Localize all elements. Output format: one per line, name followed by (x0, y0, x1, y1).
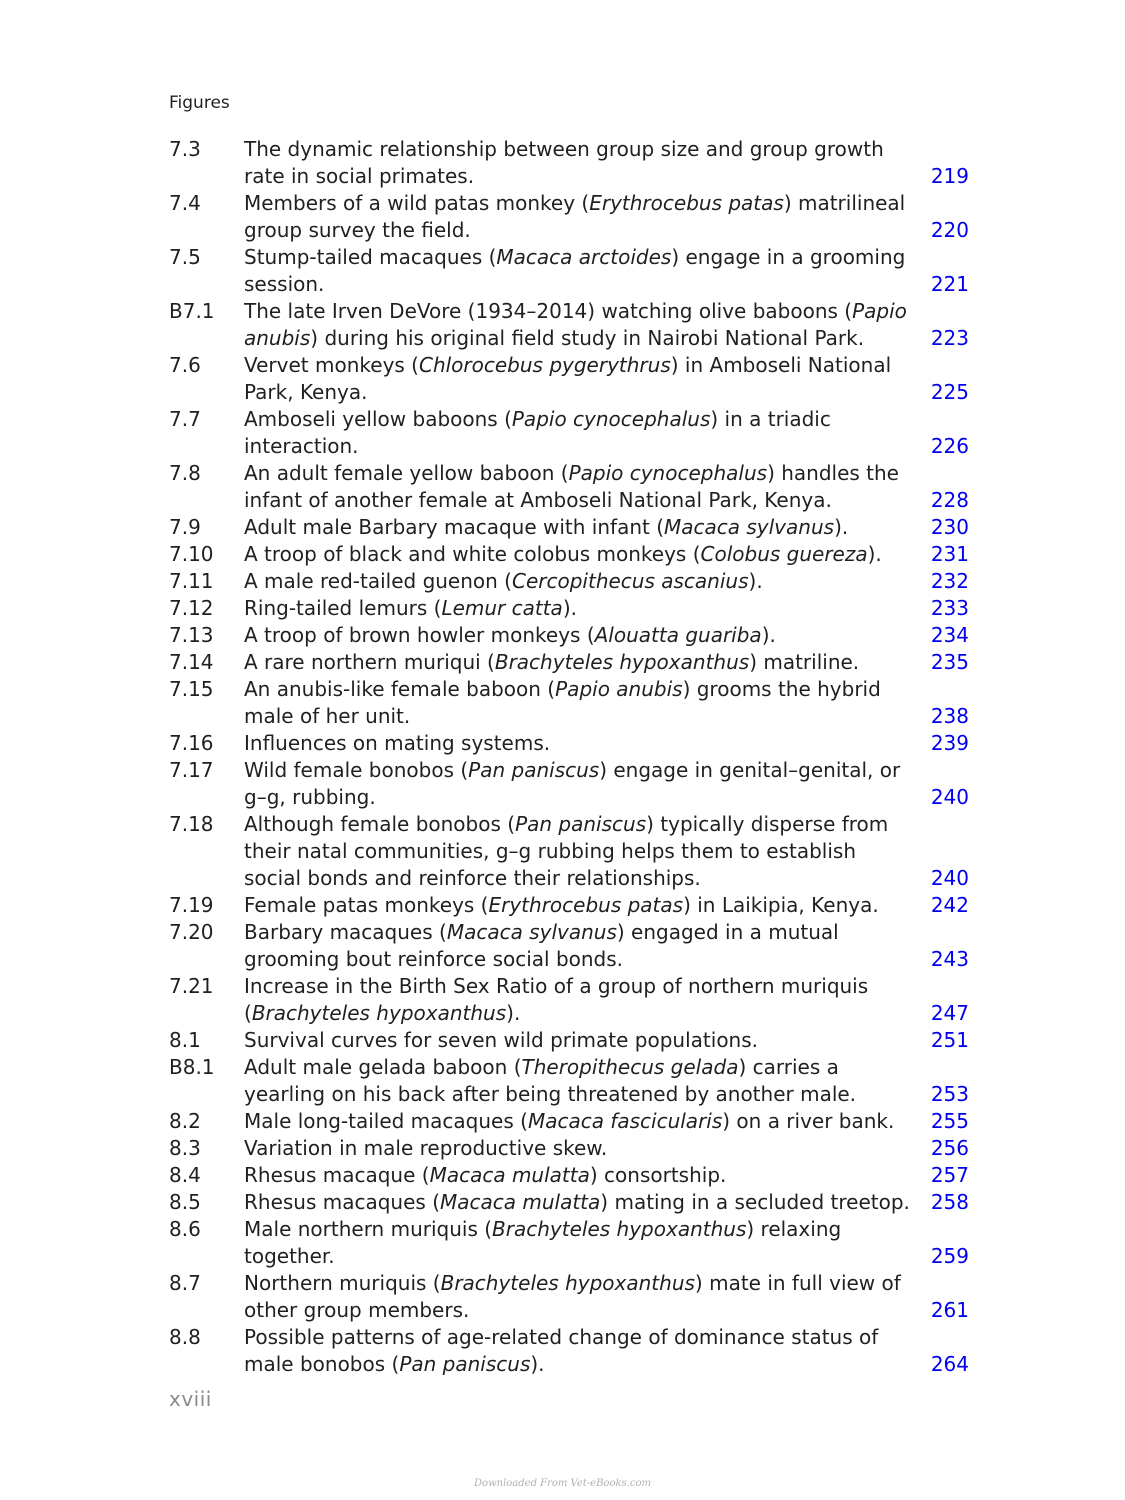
page-link[interactable]: 220 (930, 218, 969, 242)
page-link[interactable]: 234 (930, 623, 969, 647)
species-name: Alouatta guariba (594, 623, 762, 647)
figure-caption (244, 1189, 916, 1216)
caption-text: Rhesus macaque ( (244, 1163, 430, 1187)
figure-number: B8.1 (169, 1055, 215, 1079)
page-link[interactable]: 239 (930, 731, 969, 755)
species-name: Pan paniscus (399, 1352, 531, 1376)
caption-text: ). (748, 569, 763, 593)
page-number: xviii (169, 1387, 212, 1411)
figure-caption (244, 595, 916, 622)
caption-text: ). (562, 596, 577, 620)
page-link[interactable]: 228 (930, 488, 969, 512)
figure-caption (244, 622, 916, 649)
figure-caption (244, 1324, 916, 1378)
page-link[interactable]: 255 (930, 1109, 969, 1133)
species-name: Pan paniscus (515, 812, 647, 836)
species-name: Lemur catta (441, 596, 563, 620)
species-name: Colobus guereza (700, 542, 868, 566)
page-link[interactable]: 251 (930, 1028, 969, 1052)
figure-number: 8.3 (169, 1136, 201, 1160)
species-name: Brachyteles hypoxanthus (251, 1001, 507, 1025)
figure-entry (169, 1108, 969, 1135)
species-name: Macaca mulatta (429, 1163, 590, 1187)
figure-entry (169, 973, 969, 1027)
figure-caption (244, 811, 916, 892)
figure-entry (169, 460, 969, 514)
figure-number: 7.3 (169, 137, 201, 161)
figure-number: 7.17 (169, 758, 214, 782)
figure-number: 7.20 (169, 920, 214, 944)
caption-text: A rare northern muriqui ( (244, 650, 495, 674)
species-name: Macaca fascicularis (527, 1109, 723, 1133)
figure-caption (244, 1216, 916, 1270)
figure-number: 8.1 (169, 1028, 201, 1052)
figure-caption (244, 649, 916, 676)
page-link[interactable]: 259 (930, 1244, 969, 1268)
page-link[interactable]: 242 (930, 893, 969, 917)
figure-caption (244, 1135, 916, 1162)
caption-text: The late Irven DeVore (1934–2014) watching olive baboons ( (244, 299, 853, 323)
figure-caption (244, 298, 916, 352)
figure-number: 7.5 (169, 245, 201, 269)
caption-text: A troop of black and white colobus monkeys ( (244, 542, 701, 566)
figure-caption (244, 730, 916, 757)
caption-text: Vervet monkeys ( (244, 353, 419, 377)
page-link[interactable]: 235 (930, 650, 969, 674)
caption-text: Rhesus macaques ( (244, 1190, 440, 1214)
caption-text: ) matriline. (749, 650, 860, 674)
figure-entry (169, 730, 969, 757)
figure-caption (244, 568, 916, 595)
species-name: Macaca mulatta (440, 1190, 601, 1214)
species-name: Cercopithecus ascanius (512, 569, 749, 593)
page-link[interactable]: 257 (930, 1163, 969, 1187)
page-link[interactable]: 223 (930, 326, 969, 350)
caption-text: Members of a wild patas monkey ( (244, 191, 590, 215)
figure-number: 7.6 (169, 353, 201, 377)
page-link[interactable]: 240 (930, 866, 969, 890)
figure-entry (169, 406, 969, 460)
figure-number: 8.7 (169, 1271, 201, 1295)
page-link[interactable]: 264 (930, 1352, 969, 1376)
figure-number: 7.10 (169, 542, 214, 566)
species-name: Pan paniscus (468, 758, 600, 782)
caption-text: ) engage in genital–genital, or g–g, rubbing. (244, 758, 901, 809)
caption-text: Male long-tailed macaques ( (244, 1109, 528, 1133)
species-name: Chlorocebus pygerythrus (418, 353, 671, 377)
species-name: Brachyteles hypoxanthus (492, 1217, 747, 1241)
caption-text: ). (761, 623, 776, 647)
figure-caption (244, 1162, 916, 1189)
caption-text: Stump-tailed macaques ( (244, 245, 497, 269)
caption-text: ) consortship. (589, 1163, 727, 1187)
figure-entry (169, 1216, 969, 1270)
figure-entry (169, 919, 969, 973)
figure-entry (169, 1135, 969, 1162)
caption-text: ) on a river bank. (722, 1109, 895, 1133)
caption-text: ). (867, 542, 882, 566)
page-link[interactable]: 232 (930, 569, 969, 593)
page-link[interactable]: 230 (930, 515, 969, 539)
page-link[interactable]: 243 (930, 947, 969, 971)
page-link[interactable]: 233 (930, 596, 969, 620)
figure-entry (169, 1324, 969, 1378)
caption-text: ) in Amboseli National Park, Kenya. (244, 353, 892, 404)
page-link[interactable]: 225 (930, 380, 969, 404)
figure-entry (169, 352, 969, 406)
caption-text: ) handles the infant of another female at Amboseli National Park, Kenya. (244, 461, 899, 512)
caption-text: ) in a triadic interaction. (244, 407, 831, 458)
species-name: Papio anubis (244, 299, 907, 350)
figure-caption (244, 919, 916, 973)
figure-entry (169, 568, 969, 595)
figure-caption (244, 757, 916, 811)
figure-caption (244, 1270, 916, 1324)
species-name: Papio cynocephalus (568, 461, 768, 485)
figure-caption (244, 892, 916, 919)
figure-entry (169, 595, 969, 622)
figure-entry (169, 676, 969, 730)
caption-text: ) typically disperse from their natal communities, g–g rubbing helps them to establish social bonds and reinforce their relationships. (244, 812, 889, 890)
figure-caption (244, 1027, 916, 1054)
caption-text: Increase in the Birth Sex Ratio of a group of northern muriquis ( (244, 974, 869, 1025)
figure-number: 7.4 (169, 191, 201, 215)
figure-entry (169, 622, 969, 649)
figure-number: 8.5 (169, 1190, 201, 1214)
figure-number: B7.1 (169, 299, 215, 323)
figure-number: 7.14 (169, 650, 214, 674)
caption-text: ) during his original field study in Nairobi National Park. (310, 326, 865, 350)
caption-text: ) mate in full view of other group members. (244, 1271, 901, 1322)
species-name: Macaca sylvanus (664, 515, 835, 539)
species-name: Theropithecus gelada (521, 1055, 739, 1079)
species-name: Brachyteles hypoxanthus (440, 1271, 695, 1295)
figure-caption (244, 541, 916, 568)
figure-entry (169, 541, 969, 568)
figure-caption (244, 244, 916, 298)
caption-text: An adult female yellow baboon ( (244, 461, 569, 485)
page-link[interactable]: 238 (930, 704, 969, 728)
figure-caption (244, 514, 916, 541)
figure-entry (169, 136, 969, 190)
caption-text: Wild female bonobos ( (244, 758, 469, 782)
caption-text: ) carries a yearling on his back after being threatened by another male. (244, 1055, 857, 1106)
caption-text: An anubis-like female baboon ( (244, 677, 556, 701)
page-link[interactable]: 253 (930, 1082, 969, 1106)
caption-text: Adult male Barbary macaque with infant ( (244, 515, 664, 539)
watermark-text: Downloaded From Vet-eBooks.com (474, 1478, 651, 1489)
running-head: Figures (169, 93, 230, 113)
caption-text: Survival curves for seven wild primate populations. (244, 1028, 759, 1052)
caption-text: ) engage in a grooming session. (244, 245, 906, 296)
figure-caption (244, 352, 916, 406)
figure-entry (169, 1027, 969, 1054)
figure-number: 7.9 (169, 515, 201, 539)
caption-text: ) engaged in a mutual grooming bout reinforce social bonds. (244, 920, 839, 971)
caption-text: Variation in male reproductive skew. (244, 1136, 608, 1160)
caption-text: Although female bonobos ( (244, 812, 516, 836)
figure-entry (169, 811, 969, 892)
figure-caption (244, 676, 916, 730)
figure-caption (244, 406, 916, 460)
species-name: Erythrocebus patas (488, 893, 684, 917)
figure-caption (244, 1054, 916, 1108)
species-name: Macaca arctoides (496, 245, 672, 269)
figure-entry (169, 892, 969, 919)
figure-entry (169, 1189, 969, 1216)
species-name: Papio cynocephalus (511, 407, 711, 431)
figure-caption (244, 460, 916, 514)
caption-text: Possible patterns of age-related change of dominance status of male bonobos ( (244, 1325, 879, 1376)
species-name: Papio anubis (555, 677, 683, 701)
page-link[interactable]: 231 (930, 542, 969, 566)
caption-text: ). (506, 1001, 521, 1025)
caption-text: ) relaxing together. (244, 1217, 842, 1268)
page-link[interactable]: 247 (930, 1001, 969, 1025)
caption-text: ) in Laikipia, Kenya. (683, 893, 879, 917)
figure-number: 7.8 (169, 461, 201, 485)
figure-number: 8.6 (169, 1217, 201, 1241)
figure-entry (169, 1162, 969, 1189)
figure-number: 8.2 (169, 1109, 201, 1133)
page-link[interactable]: 219 (930, 164, 969, 188)
figure-entry (169, 649, 969, 676)
figure-entry (169, 1054, 969, 1108)
page-link[interactable]: 226 (930, 434, 969, 458)
figure-number: 7.21 (169, 974, 214, 998)
figure-number: 8.4 (169, 1163, 201, 1187)
species-name: Erythrocebus patas (589, 191, 784, 215)
figure-caption (244, 190, 916, 244)
page-link[interactable]: 256 (930, 1136, 969, 1160)
figure-entry (169, 244, 969, 298)
page-link[interactable]: 221 (930, 272, 969, 296)
caption-text: ) grooms the hybrid male of her unit. (244, 677, 881, 728)
figure-number: 7.7 (169, 407, 201, 431)
figure-caption (244, 973, 916, 1027)
caption-text: ). (530, 1352, 545, 1376)
figure-caption (244, 136, 916, 190)
figure-caption (244, 1108, 916, 1135)
page-link[interactable]: 261 (930, 1298, 969, 1322)
caption-text: Female patas monkeys ( (244, 893, 489, 917)
species-name: Macaca sylvanus (446, 920, 617, 944)
figure-number: 8.8 (169, 1325, 201, 1349)
page-link[interactable]: 258 (930, 1190, 969, 1214)
caption-text: ) mating in a secluded treetop. (600, 1190, 910, 1214)
figure-entry (169, 514, 969, 541)
figure-number: 7.11 (169, 569, 214, 593)
figure-entry (169, 298, 969, 352)
caption-text: ). (834, 515, 849, 539)
caption-text: A male red-tailed guenon ( (244, 569, 512, 593)
caption-text: A troop of brown howler monkeys ( (244, 623, 595, 647)
caption-text: Amboseli yellow baboons ( (244, 407, 512, 431)
figure-number: 7.15 (169, 677, 214, 701)
page-link[interactable]: 240 (930, 785, 969, 809)
caption-text: Influences on mating systems. (244, 731, 551, 755)
caption-text: Male northern muriquis ( (244, 1217, 493, 1241)
caption-text: Barbary macaques ( (244, 920, 447, 944)
caption-text: Adult male gelada baboon ( (244, 1055, 522, 1079)
figure-number: 7.16 (169, 731, 214, 755)
figure-entry (169, 190, 969, 244)
figure-number: 7.13 (169, 623, 214, 647)
caption-text: Ring-tailed lemurs ( (244, 596, 442, 620)
figure-number: 7.19 (169, 893, 214, 917)
species-name: Brachyteles hypoxanthus (494, 650, 750, 674)
figure-entry (169, 757, 969, 811)
caption-text: The dynamic relationship between group size and group growth rate in social primates. (244, 137, 884, 188)
figure-entry (169, 1270, 969, 1324)
figure-list (169, 136, 969, 1378)
caption-text: ) matrilineal group survey the field. (244, 191, 906, 242)
caption-text: Northern muriquis ( (244, 1271, 441, 1295)
figure-number: 7.18 (169, 812, 214, 836)
figure-number: 7.12 (169, 596, 214, 620)
